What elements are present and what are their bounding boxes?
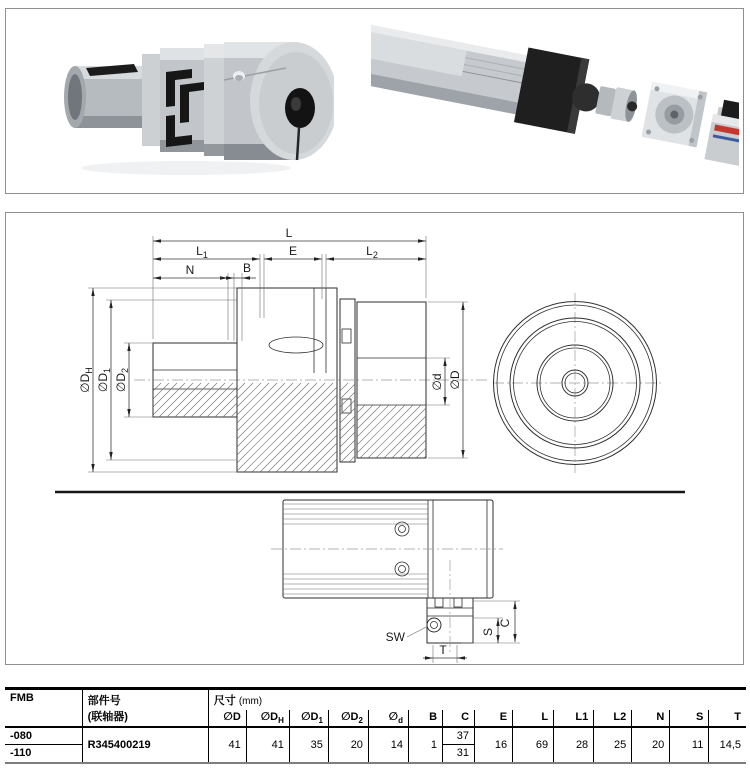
table-header-size: 尺寸 (mm): [208, 689, 746, 710]
product-photos-panel: [5, 8, 744, 194]
dim-T-left: [423, 656, 433, 659]
dim-label-S: S: [481, 627, 495, 637]
col-header-D: ∅D: [208, 710, 246, 727]
value-cell-C-bottom: 31: [443, 745, 475, 763]
part-header-line2: (联轴器): [87, 711, 128, 723]
value-cell-D: 41: [208, 727, 246, 763]
dim-label-N: N: [185, 263, 195, 277]
dim-label-E: E: [288, 244, 298, 258]
dim-label-L2: $L_2$: [366, 244, 378, 260]
part-header-line1: 部件号: [87, 695, 121, 707]
model-cell: -110: [5, 745, 82, 763]
col-header-D2: $\emptyset D_2$: [328, 710, 368, 727]
model-cell: -080: [5, 727, 82, 745]
dim-label-SW: SW: [385, 630, 405, 644]
dim-label-D-right: ∅D: [448, 370, 462, 390]
col-header-L2: L2: [594, 710, 632, 727]
coupling-photo: [34, 20, 334, 182]
col-header-T: T: [709, 710, 746, 727]
col-header-D1: $\emptyset D_1$: [289, 710, 328, 727]
dim-label-DH: $\emptyset D_H$: [78, 367, 94, 393]
extension-lines: [88, 236, 468, 472]
dim-label-T: T: [439, 643, 447, 657]
dim-label-B: B: [242, 261, 252, 275]
table-header-fmb: FMB: [5, 689, 82, 727]
dim-label-d: ∅d: [430, 373, 444, 391]
assembly-exploded-photo: [371, 13, 739, 191]
col-header-C: C: [443, 710, 475, 727]
dim-label-D1: $\emptyset D_1$: [96, 367, 112, 393]
dim-T-right: [457, 656, 467, 659]
technical-drawing-panel: [5, 212, 744, 665]
col-header-d: $\emptyset_d$: [368, 710, 408, 727]
dim-B-right: [242, 276, 256, 279]
col-header-E: E: [475, 710, 513, 727]
value-cell-D2: 20: [328, 727, 368, 763]
dim-label-C: C: [498, 618, 512, 628]
dimensions-table: [5, 687, 746, 764]
value-cell-L: 69: [513, 727, 554, 763]
dim-label-L: L: [285, 226, 293, 240]
value-cell-d: 14: [368, 727, 408, 763]
value-cell-E: 16: [475, 727, 513, 763]
value-cell-C-top: 37: [443, 727, 475, 745]
col-header-N: N: [632, 710, 670, 727]
col-header-S: S: [670, 710, 709, 727]
table-row: [5, 727, 746, 745]
value-cell-S: 11: [670, 727, 709, 763]
table-header-part: [82, 689, 208, 727]
dim-C: [513, 601, 516, 642]
col-header-L1: L1: [554, 710, 594, 727]
value-cell-N: 20: [632, 727, 670, 763]
part-number-cell: R345400219: [82, 727, 208, 763]
value-cell-L2: 25: [594, 727, 632, 763]
value-cell-D1: 35: [289, 727, 328, 763]
col-header-B: B: [408, 710, 442, 727]
value-cell-L1: 28: [554, 727, 594, 763]
value-cell-DH: 41: [246, 727, 289, 763]
value-cell-T: 14,5: [709, 727, 746, 763]
col-header-DH: $\emptyset D_H$: [246, 710, 289, 727]
dim-label-D2: $\emptyset D_2$: [114, 367, 130, 393]
col-header-L: L: [513, 710, 554, 727]
value-cell-B: 1: [408, 727, 442, 763]
technical-drawing: [6, 213, 743, 664]
dim-label-L1: $L_1$: [196, 244, 208, 260]
dimensions-table-wrap: [5, 687, 746, 764]
